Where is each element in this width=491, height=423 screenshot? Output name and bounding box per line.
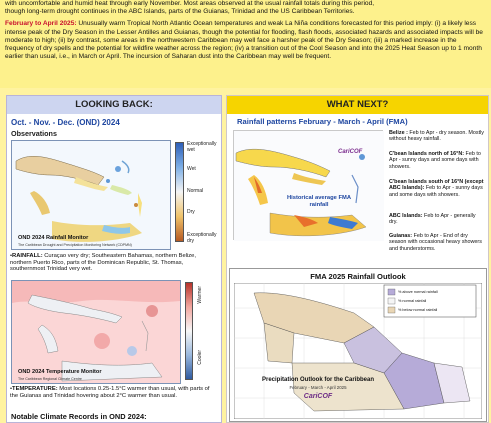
looking-back-panel xyxy=(6,95,222,423)
note-south-text: Feb to Apr - sunny days and some days with showers. xyxy=(389,185,483,198)
temperature-label: TEMPERATURE: xyxy=(12,386,58,392)
intro-text-block xyxy=(0,0,491,88)
temperature-legend-bar xyxy=(185,282,193,380)
what-next-header: WHAT NEXT? xyxy=(227,96,488,114)
rain-map-title: OND 2024 Rainfall Monitor xyxy=(18,235,89,241)
forecast-paragraph xyxy=(5,20,486,61)
note-south-16 xyxy=(389,179,485,198)
note-north-text: Feb to Apr - sunny days and some days with showers. xyxy=(389,151,481,170)
rain-patterns-title: Rainfall patterns February - March - April (FMA) xyxy=(237,117,408,126)
historical-label: Historical average FMA rainfall xyxy=(286,195,352,208)
historical-rainfall-map xyxy=(233,130,383,240)
note-belize-text: Feb to Apr - dry season. Mostly without heavy rainfall. xyxy=(389,130,484,143)
records-title: Notable Climate Records in OND 2024: xyxy=(11,412,147,421)
rainfall-map-graphic xyxy=(12,141,170,249)
outlook-legend-below: % below normal rainfall xyxy=(398,308,438,312)
caricof-logo-bottom: CariCOF xyxy=(303,393,333,400)
historical-map-graphic xyxy=(234,131,384,241)
rain-map-credit: The Caribbean Drought and Precipitation Monitoring Network (CDPMN) xyxy=(18,243,132,248)
note-north-16 xyxy=(389,151,485,170)
what-next-panel xyxy=(226,95,489,423)
rainfall-monitor-map xyxy=(11,140,171,250)
outlook-map-graphic xyxy=(234,283,482,419)
outlook-legend-above: % above normal rainfall xyxy=(398,290,438,294)
outlook-caption: Precipitation Outlook for the Caribbean xyxy=(261,377,374,383)
temp-map-title: OND 2024 Temperature Monitor xyxy=(18,369,102,375)
intro-line-1: with uncomfortable and humid heat through early November. Most areas observed at the usual rainfall totals during this period, xyxy=(5,0,375,7)
note-guianas-place: Guianas: xyxy=(389,233,413,239)
rainfall-legend-bar xyxy=(175,142,184,242)
outlook-subcaption: February - March - April 2025 xyxy=(289,385,347,390)
outlook-legend-normal: % normal rainfall xyxy=(398,299,427,303)
rainfall-bullet: •RAINFALL: Curaçao very dry; Southeastern Bahamas, northern Belize, northern Puerto Rico, parts of the Dominican Republic, St. Thomas, southernmost Trinidad very wet. xyxy=(10,253,196,273)
fma-outlook-map xyxy=(229,268,487,422)
rain-legend-wet: Wet xyxy=(187,166,196,172)
temperature-text: Most locations 0.25-1.5°C warmer than usual, with parts of the Guianas and Trinidad hovering about 2°C warmer than usual. xyxy=(10,386,210,399)
outlook-title: FMA 2025 Rainfall Outlook xyxy=(310,272,406,281)
note-abc-place: ABC Islands: xyxy=(389,213,423,219)
note-guianas xyxy=(389,233,485,252)
forecast-body: Unusually warm Tropical North Atlantic Ocean temperatures and weak La Niña conditions forecasted for this period imply: (i) a likely less intense peak of the Dry Season in the Lesser Antilles and Guianas, though the potential for flooding, flash floods, associated hazards and associated impacts will be moderate to high; (ii) by contrast, some areas in the northwestern Caribbean may well face a harsher peak of the Dry Season; (iii) a marked increase in the frequency of dry spells and the potential for wildfire weather across the region; (iv) a transition out of the Cool Season and into the 2025 Heat Season up to 1 month earlier than usual, i.e., in March or April. The incursion of Saharan dust into the Caribbean may well be frequent. xyxy=(5,20,483,61)
intro-line-2: though long-term drought continues in the ABC Islands, parts of the Guianas, Trinidad and the US Caribbean Territories. xyxy=(5,8,355,16)
temp-legend-warmer: Warmer xyxy=(197,286,203,304)
note-south-place: C'bean Islands south of 16°N (except ABC Islands): xyxy=(389,179,484,192)
rain-legend-dry: Dry xyxy=(187,209,195,215)
forecast-heading: February to April 2025: xyxy=(5,20,77,28)
temperature-monitor-map xyxy=(11,280,181,384)
rainfall-text: Curaçao very dry; Southeastern Bahamas, northern Belize, northern Puerto Rico, parts of the Dominican Republic, St. Thomas, southernmost Trinidad very wet. xyxy=(10,253,196,273)
note-belize xyxy=(389,130,485,143)
rain-legend-exc-dry: Exceptionally dry xyxy=(187,232,217,244)
observations-label: Observations xyxy=(11,129,57,138)
note-abc-text: Feb to Apr - generally dry. xyxy=(389,213,476,226)
temperature-bullet: •TEMPERATURE: Most locations 0.25-1.5°C warmer than usual, with parts of the Guianas and Trinidad hovering about 2°C warmer than usual. xyxy=(10,386,210,399)
note-guianas-text: Feb to Apr - End of dry season with occasional heavy showers and thunderstorms. xyxy=(389,233,482,252)
caricof-logo-top: CariCOF xyxy=(338,149,363,155)
temp-map-credit: The Caribbean Regional Climate Centre xyxy=(18,377,82,382)
rain-legend-exc-wet: Exceptionally wet xyxy=(187,141,217,153)
temperature-map-graphic xyxy=(12,281,180,383)
period-title: Oct. - Nov. - Dec. (OND) 2024 xyxy=(11,118,120,127)
rain-legend-normal: Normal xyxy=(187,188,204,194)
note-north-place: C'bean Islands north of 16°N: xyxy=(389,151,465,157)
note-abc xyxy=(389,213,485,226)
temp-legend-cooler: Cooler xyxy=(197,350,203,365)
rainfall-label: RAINFALL: xyxy=(12,253,43,259)
looking-back-header: LOOKING BACK: xyxy=(7,96,221,114)
note-belize-place: Belize : xyxy=(389,130,408,136)
